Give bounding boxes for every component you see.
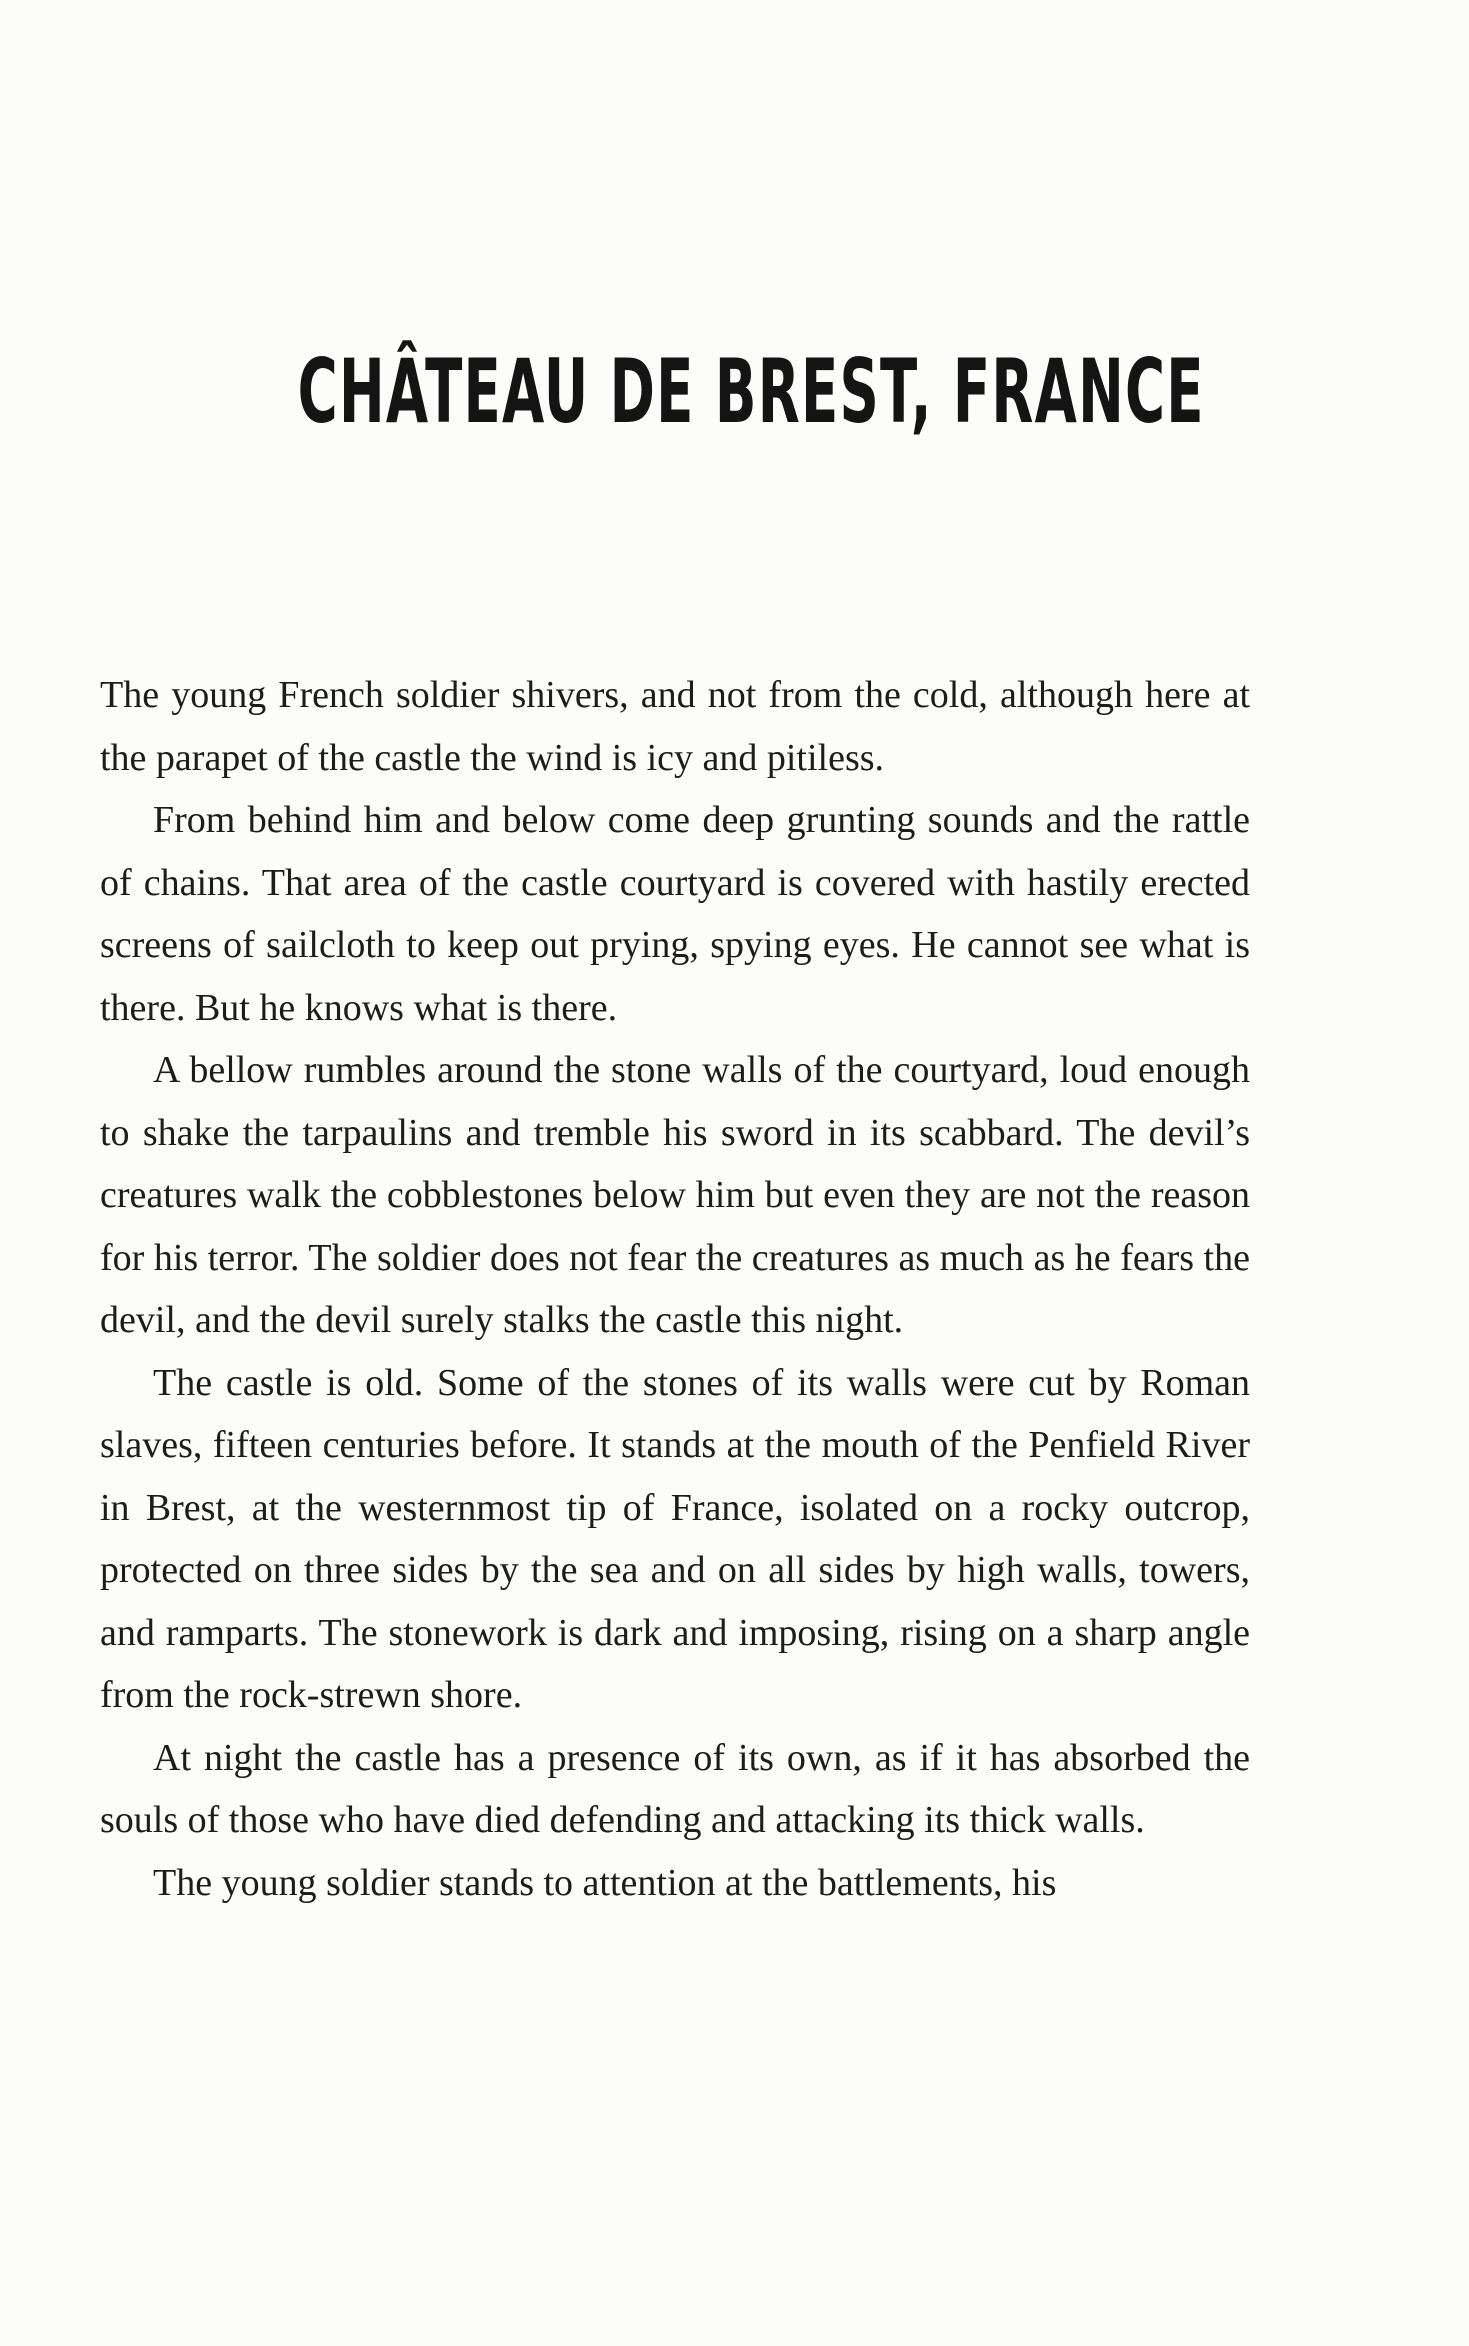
paragraph: The castle is old. Some of the stones of its walls were cut by Roman slaves, fifteen centuries before. It stands at the mouth of the Penfield River in Brest, at the westernmost tip of France, isolated on a rocky outcrop, protected on three sides by the sea and on all sides by high walls, towers, and ramparts. The stonework is dark and imposing, rising on a sharp angle from the rock-strewn shore. — [100, 1361, 1250, 1716]
paragraph: A bellow rumbles around the stone walls of the courtyard, loud enough to shake the tarpaulins and tremble his sword in its scabbard. The devil’s creatures walk the cobblestones below him but even they are not the reason for his terror. The soldier does not fear the creatures as much as he fears the devil, and the devil surely stalks the castle this night. — [100, 1049, 1250, 1341]
paragraph: The young soldier stands to attention at the battlements, his — [153, 1861, 1057, 1904]
paragraph: From behind him and below come deep grunting sounds and the rattle of chains. That area of the castle courtyard is covered with hastily erected screens of sailcloth to keep out prying, spying eyes. He cannot see what is there. But he knows what is there. — [100, 799, 1250, 1029]
paragraph: The young French soldier shivers, and not from the cold, although here at the parapet of the castle the wind is icy and pitiless. — [100, 674, 1250, 779]
body-text — [100, 664, 1250, 1914]
chapter-title: CHÂTEAU DE BREST, FRANCE — [297, 339, 1205, 443]
paragraph: At night the castle has a presence of its own, as if it has absorbed the souls of those who have died defending and attacking its thick walls. — [100, 1736, 1250, 1841]
